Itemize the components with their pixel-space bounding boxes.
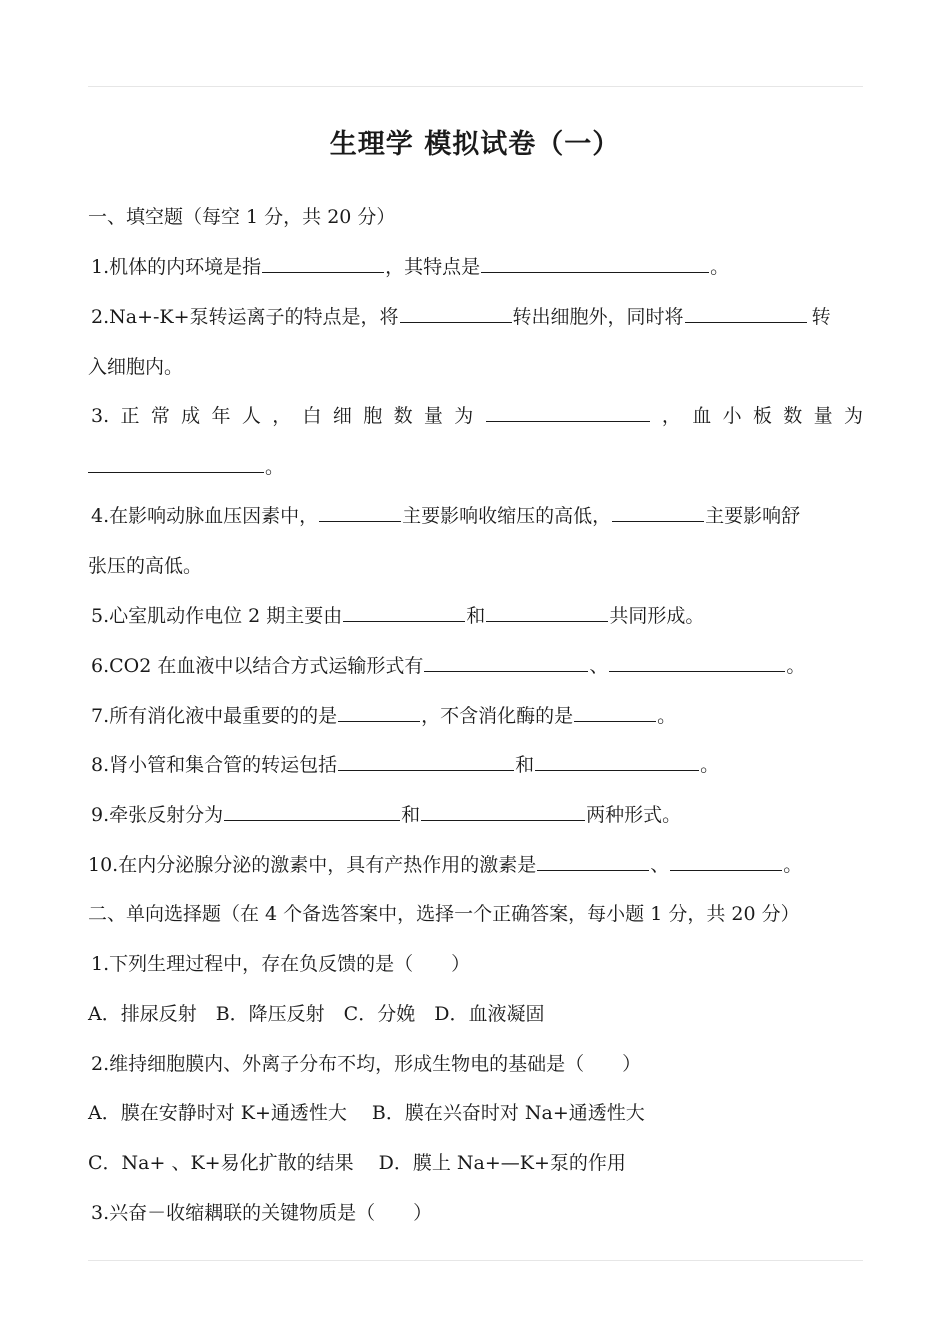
question-1-7: 7.所有消化液中最重要的的是 ，不含消化酶的是 。 — [91, 705, 677, 727]
question-1-8: 8.肾小管和集合管的转运包括 和 。 — [91, 754, 720, 776]
answer-blank[interactable] — [612, 503, 704, 522]
answer-blank[interactable] — [88, 454, 264, 473]
answer-blank[interactable] — [319, 503, 401, 522]
question-1-5: 5.心室肌动作电位 2 期主要由 和 共同形成。 — [91, 605, 705, 627]
footer-rule — [88, 1260, 863, 1261]
question-1-1: 1.机体的内环境是指 ，其特点是 。 — [91, 256, 730, 278]
answer-blank[interactable] — [338, 752, 514, 771]
question-1-3-cont: 。 — [88, 454, 284, 480]
answer-blank[interactable] — [224, 802, 400, 821]
answer-blank[interactable] — [421, 802, 585, 821]
page-title: 生理学 模拟试卷（一） — [329, 129, 621, 160]
answer-blank[interactable] — [338, 703, 420, 722]
answer-blank[interactable] — [486, 403, 650, 422]
answer-blank[interactable] — [537, 852, 649, 871]
question-1-6: 6.CO2 在血液中以结合方式运输形式有 、 。 — [91, 655, 806, 677]
answer-blank[interactable] — [486, 603, 608, 622]
question-2-2-stem: 2.维持细胞膜内、外离子分布不均，形成生物电的基础是（ ） — [91, 1053, 642, 1075]
answer-blank[interactable] — [400, 304, 512, 323]
answer-blank[interactable] — [685, 304, 807, 323]
question-1-2-cont: 入细胞内。 — [88, 356, 184, 378]
question-2-2-options-ab: A．膜在安静时对 K+通透性大 B．膜在兴奋时对 Na+通透性大 — [88, 1102, 645, 1124]
question-1-10: 10.在内分泌腺分泌的激素中，具有产热作用的激素是 、 。 — [88, 854, 803, 876]
question-1-4: 4.在影响动脉血压因素中， 主要影响收缩压的高低， 主要影响舒 — [91, 505, 801, 527]
section1-heading: 一、填空题（每空 1 分，共 20 分） — [88, 206, 396, 228]
answer-blank[interactable] — [481, 254, 709, 273]
question-2-2-options-cd: C．Na+ 、K+易化扩散的结果 D．膜上 Na+—K+泵的作用 — [88, 1152, 626, 1174]
question-1-3: 3. 正 常 成 年 人 ， 白 细 胞 数 量 为 ， 血 小 板 数 量 为 — [91, 405, 863, 427]
answer-blank[interactable] — [424, 653, 588, 672]
answer-blank[interactable] — [609, 653, 785, 672]
question-1-9: 9.牵张反射分为 和 两种形式。 — [91, 804, 682, 826]
answer-blank[interactable] — [535, 752, 699, 771]
header-rule — [88, 86, 863, 87]
question-2-1-options: A．排尿反射 B．降压反射 C．分娩 D．血液凝固 — [88, 1003, 545, 1025]
section2-heading: 二、单向选择题（在 4 个备选答案中，选择一个正确答案，每小题 1 分，共 20 分） — [88, 903, 800, 925]
answer-blank[interactable] — [343, 603, 465, 622]
question-2-3-stem: 3.兴奋－收缩耦联的关键物质是（ ） — [91, 1202, 433, 1224]
question-1-2: 2.Na+-K+泵转运离子的特点是，将 转出细胞外，同时将 转 — [91, 306, 831, 328]
answer-blank[interactable] — [574, 703, 656, 722]
question-1-4-cont: 张压的高低。 — [88, 555, 203, 577]
answer-blank[interactable] — [670, 852, 782, 871]
question-2-1-stem: 1.下列生理过程中，存在负反馈的是（ ） — [91, 953, 471, 975]
answer-blank[interactable] — [262, 254, 384, 273]
